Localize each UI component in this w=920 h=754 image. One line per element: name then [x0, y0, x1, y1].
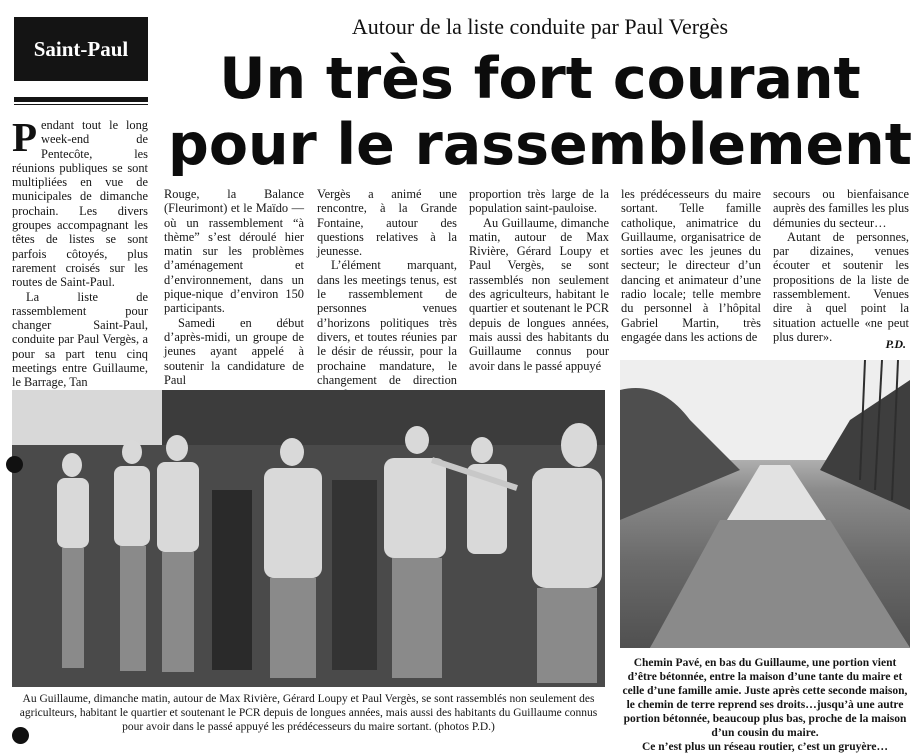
road-photo [620, 360, 910, 648]
paragraph: Rouge, la Balance (Fleurimont) et le Maïdo — où un rassemblement “à thème” s’est déroulé hier matin sur les problèmes d’aménagement et d’environnement, dans un pique-nique d’environ 150 participants. [164, 187, 304, 316]
meeting-photo [12, 390, 605, 687]
headline-line-2: pour le rassemblement [168, 112, 912, 178]
paragraph: La liste de rassemblement pour changer Saint-Paul, conduite par Paul Vergès, a pour sa part tenu cinq meetings entre Guillaume, le Barrage, Tan [12, 289, 148, 390]
article-column-6 [773, 187, 909, 352]
article-column-5 [621, 187, 761, 352]
paragraph: Au Guillaume, dimanche matin, autour de Max Rivière, Gérard Loupy et Paul Vergès, se sont rassemblés non seulement des agriculteurs, habitant le quartier et soutenant le PCR depuis de longues années, mais aussi des habitants du Guillaume connus pour avoir dans le passé appuyé [469, 215, 609, 373]
article-column-1 [12, 114, 148, 390]
registration-mark [6, 456, 23, 473]
kicker: Autour de la liste conduite par Paul Vergès [351, 14, 729, 39]
paragraph: proportion très large de la population saint-pauloise. [469, 187, 609, 216]
registration-mark [12, 727, 29, 744]
section-rule-thin [14, 104, 148, 105]
drop-cap: P [12, 114, 38, 160]
road-caption-text: Chemin Pavé, en bas du Guillaume, une portion vient d’être bétonnée, entre la maison d’une tante du maire et celle d’une famille amie. Juste après cette seconde maison, le chemin de terre reprend ses droits…jusqu’à une autre portion bétonnée, beaucoup plus bas, proche de la maison d’un cousin du maire. [622, 657, 908, 739]
author-signature: P.D. [885, 337, 906, 351]
section-tag [14, 17, 148, 81]
paragraph-text: endant tout le long week-end de Pentecôte, les réunions publiques se sont multipliées en vue de municipales de dimanche prochain. Les divers groupes accompagnant les têtes de listes se sont parfois côtoyés, plus rarement croisés sur les routes de Saint-Paul. [12, 118, 148, 290]
road-photo-caption [620, 656, 910, 754]
paragraph: les prédécesseurs du maire sortant. Telle famille catholique, animatrice du Guillaume, organisatrice de sorties avec les jeunes du secteur; le directeur d’un dancing et animateur d’une radio locale; telle membre du personnel à l’hôpital Gabriel Martin, très engagée dans les actions de [621, 187, 761, 344]
paragraph: Samedi en début d’après-midi, un groupe de jeunes ayant appelé à soutenir la candidature de Paul [164, 315, 304, 387]
article-column-3 [317, 187, 457, 387]
section-label: Saint-Paul [33, 36, 129, 61]
paragraph: secours ou bienfaisance auprès des familles les plus démunies du secteur… [773, 187, 909, 230]
headline-line-1: Un très fort courant [219, 46, 861, 112]
paragraph [12, 114, 148, 290]
section-rule-thick [14, 97, 148, 102]
meeting-photo-illustration [12, 390, 605, 687]
paragraph: Autant de personnes, par dizaines, venues écouter et soutenir les propositions de la liste de rassemblement. Venues dire à quel point la situation actuelle «ne peut plus durer». [773, 229, 909, 344]
headline [160, 46, 920, 178]
road-photo-illustration [620, 360, 910, 648]
article-column-2 [164, 187, 304, 387]
road-caption-punchline: Ce n’est plus un réseau routier, c’est un gruyère… [641, 741, 889, 753]
article-column-4 [469, 187, 609, 382]
meeting-photo-caption: Au Guillaume, dimanche matin, autour de Max Rivière, Gérard Loupy et Paul Vergès, se sont rassemblés non seulement des agriculteurs, habitant le quartier et soutenant le PCR depuis de longues années, mais aussi des habitants du Guillaume connus pour avoir dans le passé appuyé les prédécesseurs du maire sortant. (photos P.D.) [19, 693, 598, 733]
paragraph: L’élément marquant, dans les meetings tenus, est le rassemblement de personnes venues d’horizons politiques très divers, et toutes réunies par le désir de réussir, pour la prochaine mandature, le changement de direction [317, 258, 457, 387]
paragraph: Vergès a animé une rencontre, à la Grande Fontaine, autour des questions relatives à la jeunesse. [317, 187, 457, 259]
